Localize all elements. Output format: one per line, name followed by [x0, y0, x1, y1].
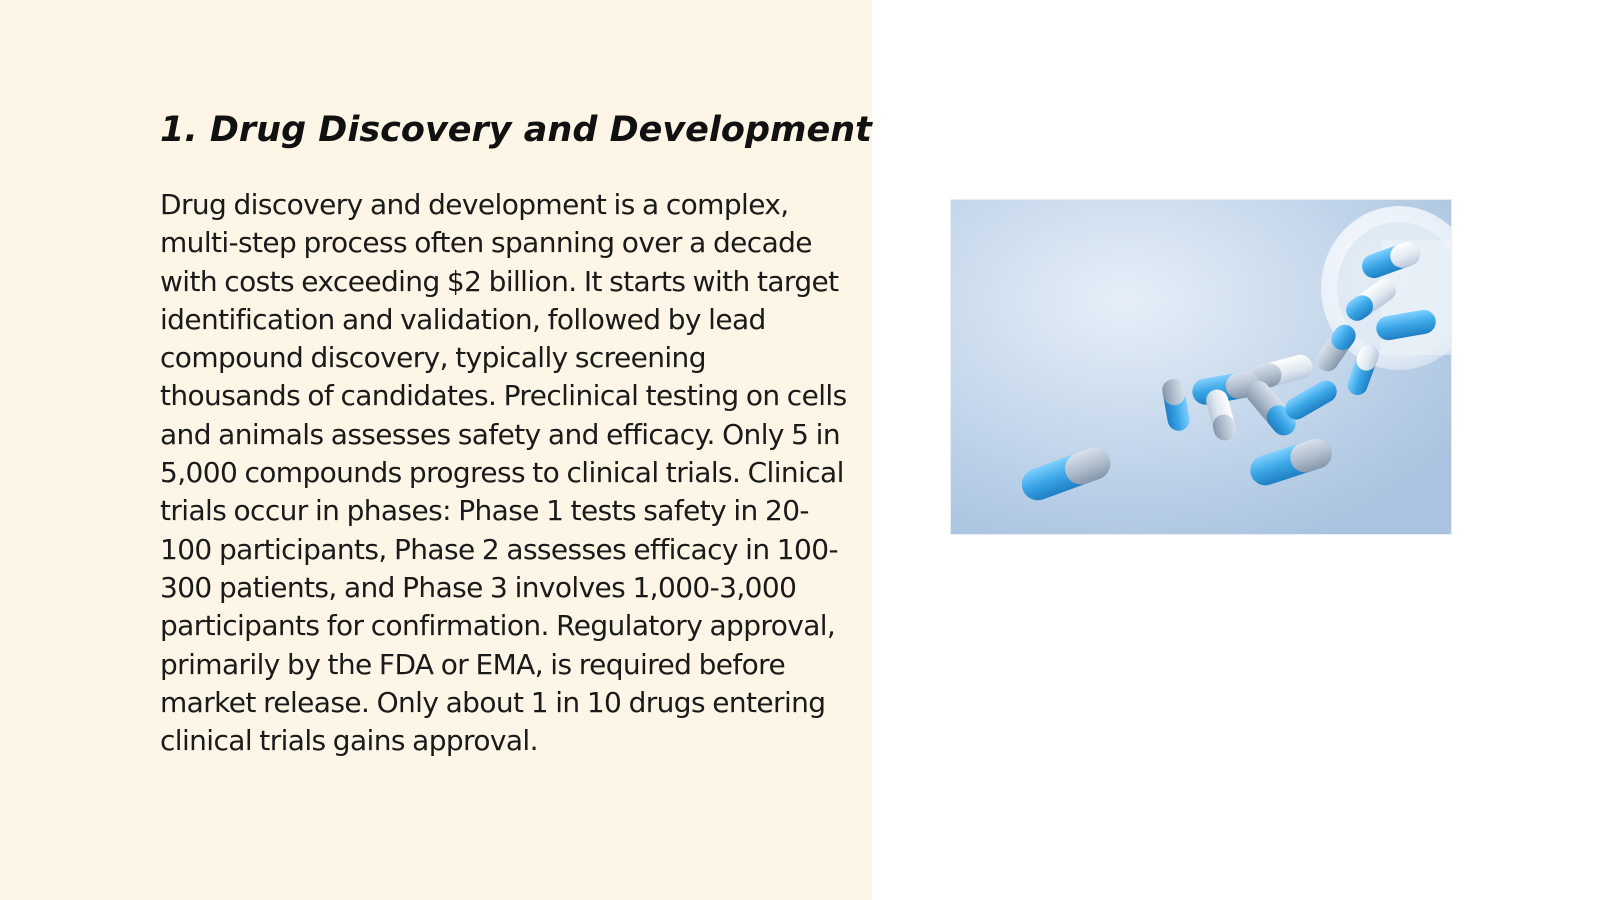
slide-body-text: Drug discovery and development is a complex, multi-step process often spanning over a decade with costs exceeding $2 billion. It starts with target identification and validation, followed by lead compound discovery, typically screening thousands of candidates. Preclinical testing on cells and animals assesses safety and efficacy. Only 5 in 5,000 compounds progress to clinical trials. Clinical trials occur in phases: Phase 1 tests safety in 20-100 participants, Phase 2 assesses efficacy in 100-300 patients, and Phase 3 involves 1,000-3,000 participants for confirmation. Regulatory approval, primarily by the FDA or EMA, is required before market release. Only about 1 in 10 drugs entering clinical trials gains approval. — [160, 188, 847, 758]
capsules-illustration — [951, 200, 1451, 534]
slide-heading: 1. Drug Discovery and Development — [160, 110, 872, 150]
pill-capsules-image — [951, 200, 1451, 534]
